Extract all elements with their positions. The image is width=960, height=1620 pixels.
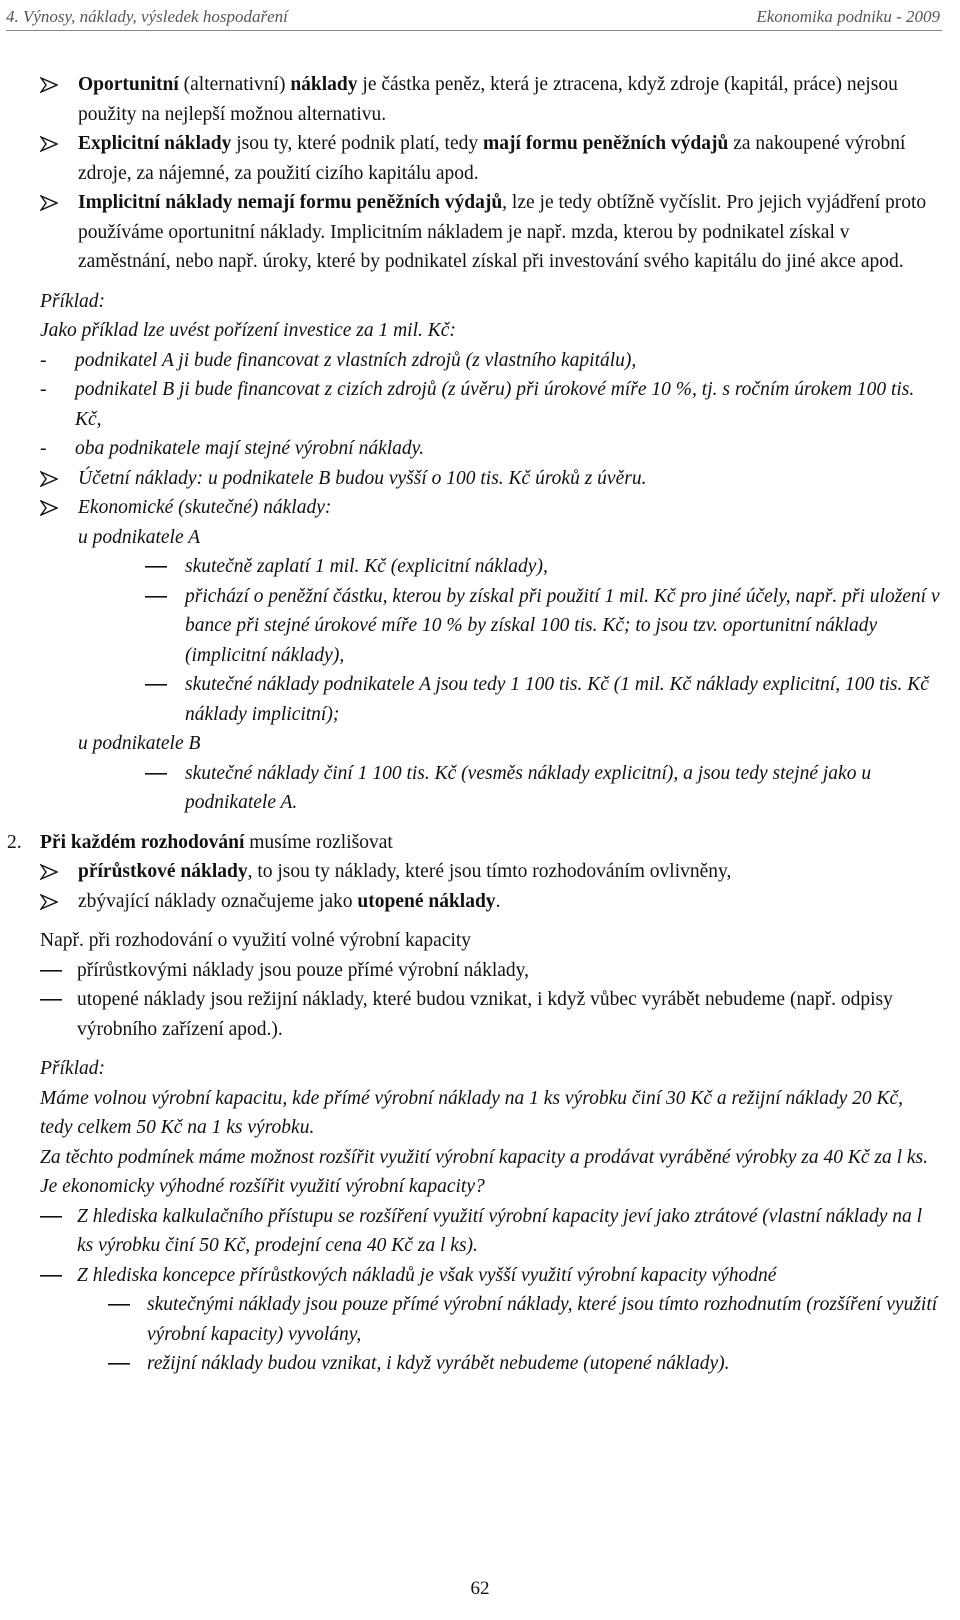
section-number: 2.	[7, 831, 22, 853]
section-2-intro	[7, 828, 940, 858]
definition-implicitni	[40, 188, 940, 277]
item-text: přírůstkovými náklady jsou pouze přímé výrobní náklady,	[77, 959, 530, 981]
arrowhead-bullet-icon	[40, 70, 66, 99]
page-body	[7, 70, 940, 1379]
example-bullet	[40, 346, 940, 376]
example-2-item	[40, 1202, 940, 1261]
podnikatel-a-item	[40, 582, 940, 671]
ucetni-naklady	[40, 464, 940, 494]
dash-bullet-icon	[108, 1290, 130, 1306]
definition-oportunitni	[40, 70, 940, 129]
podnikatel-b-item	[40, 759, 940, 818]
definition-utopene	[40, 887, 940, 917]
item-text: skutečné náklady činí 1 100 tis. Kč (vesměs náklady explicitní), a jsou tedy stejné jako u podnikatele A.	[185, 762, 872, 813]
item-text: skutečné náklady podnikatele A jsou tedy 1 100 tis. Kč (1 mil. Kč náklady explicitní, 100 tis. Kč náklady implicitní);	[185, 674, 929, 725]
example-bullet	[40, 434, 940, 464]
text: jsou ty, které podnik platí, tedy	[231, 133, 483, 154]
example-2-item	[40, 1261, 940, 1291]
item-text: skutečnými náklady jsou pouze přímé výrobní náklady, které jsou tímto rozhodnutím (rozšíření využití výrobní kapacity) vyvolány,	[147, 1294, 938, 1345]
item-text: režijní náklady budou vznikat, i když vyrábět nebudeme (utopené náklady).	[147, 1353, 730, 1374]
example-heading: Příklad:	[40, 290, 105, 312]
arrowhead-bullet-icon	[40, 493, 66, 522]
hyphen-bullet: -	[40, 349, 47, 371]
napr-intro: Např. při rozhodování o využití volné výrobní kapacity	[40, 930, 472, 951]
dash-bullet-icon	[145, 670, 167, 686]
arrowhead-bullet-icon	[40, 857, 66, 886]
bullet-text: podnikatel B ji bude financovat z cizích zdrojů (z úvěru) při úrokové míře 10 %, tj. s ročním úrokem 100 tis. Kč,	[75, 379, 915, 430]
dash-bullet-icon	[145, 552, 167, 568]
term-explicitni: Explicitní náklady	[78, 133, 232, 154]
item-text: Z hlediska koncepce přírůstkových nákladů je však vyšší využití výrobní kapacity výhodné	[77, 1264, 777, 1286]
term-kazde-rozhodovani: Při každém rozhodování	[40, 831, 245, 853]
term-penezni-vydaje: mají formu peněžních výdajů	[483, 133, 729, 154]
dash-bullet-icon	[145, 582, 167, 598]
example-bullet	[40, 375, 940, 434]
dash-bullet-icon	[40, 985, 62, 1001]
example-2-subitem	[40, 1290, 940, 1349]
hyphen-bullet: -	[40, 438, 47, 459]
podnikatel-a-item	[40, 670, 940, 729]
running-header	[6, 6, 940, 30]
text: Účetní náklady: u podnikatele B budou vyšší o 100 tis. Kč úroků z úvěru.	[78, 467, 647, 489]
example-intro: Jako příklad lze uvést pořízení investice za 1 mil. Kč:	[40, 320, 456, 341]
dash-bullet-icon	[40, 1202, 62, 1218]
bullet-text: oba podnikatele mají stejné výrobní náklady.	[75, 438, 425, 459]
text: , to jsou ty náklady, které jsou tímto rozhodováním ovlivněny,	[247, 861, 732, 882]
arrowhead-bullet-icon	[40, 464, 66, 493]
dash-bullet-icon	[108, 1349, 130, 1365]
term-utopene: utopené náklady	[357, 890, 496, 912]
arrowhead-bullet-icon	[40, 129, 66, 158]
dash-bullet-icon	[145, 759, 167, 775]
podnikatel-a-item	[40, 552, 940, 582]
term-implicitni: Implicitní náklady nemají formu peněžních výdajů	[78, 192, 503, 213]
header-rule	[6, 30, 942, 31]
header-chapter-title: 4. Výnosy, náklady, výsledek hospodaření	[6, 7, 288, 26]
item-text: utopené náklady jsou režijní náklady, které budou vznikat, i když vůbec vyrábět nebudeme (např. odpisy výrobního zařízení apod.).	[77, 989, 893, 1040]
napr-item	[40, 956, 940, 986]
napr-item	[40, 985, 940, 1044]
item-text: přichází o peněžní částku, kterou by získal při použití 1 mil. Kč pro jiné účely, např. při uložení v bance při stejné úrokové míře 10 % by získal 100 tis. Kč; to jsou tzv. oportunitní náklady (implicitní náklady),	[185, 585, 940, 666]
arrowhead-bullet-icon	[40, 188, 66, 217]
hyphen-bullet: -	[40, 379, 47, 400]
dash-bullet-icon	[40, 956, 62, 972]
text: Ekonomické (skutečné) náklady:	[78, 497, 332, 518]
example-2-subitem	[40, 1349, 940, 1379]
definition-prirustkove	[40, 857, 940, 887]
text: musíme rozlišovat	[244, 831, 393, 853]
term-prirustkove: přírůstkové náklady	[78, 861, 248, 882]
text: zbývající náklady označujeme jako	[78, 890, 358, 912]
example-2-paragraph: Za těchto podmínek máme možnost rozšířit využití výrobní kapacity a prodávat vyráběné výrobky za 40 Kč za l ks. Je ekonomicky výhodné rozšířit využití výrobní kapacity?	[40, 1146, 928, 1197]
text: (alternativní)	[178, 74, 291, 95]
podnikatel-b-label: u podnikatele B	[78, 733, 201, 754]
text: , lze je tedy obtížně vyčíslit. Pro jejich vyjádření proto používáme oportunitní náklady. Implicitním nákladem je např. mzda, kterou by podnikatel získal v zaměstnání, nebo např. úroky, které by podnikatel získal při investování svého kapitálu do jiné akce apod.	[78, 192, 927, 272]
term-oportunitni: Oportunitní	[78, 74, 179, 95]
example-2-paragraph: Máme volnou výrobní kapacitu, kde přímé výrobní náklady na 1 ks výrobku činí 30 Kč a režijní náklady 20 Kč, tedy celkem 50 Kč na 1 ks výrobku.	[40, 1087, 904, 1138]
ekonomicke-naklady	[40, 493, 940, 523]
text: za nakoupené výrobní zdroje, za nájemné, za použití cizího kapitálu apod.	[78, 133, 906, 184]
bullet-text: podnikatel A ji bude financovat z vlastních zdrojů (z vlastního kapitálu),	[75, 349, 637, 371]
text: je částka peněz, která je ztracena, když zdroje (kapitál, práce) nejsou použity na nejlepší možnou alternativu.	[78, 74, 898, 125]
page-number: 62	[470, 1578, 490, 1599]
header-course-title: Ekonomika podniku - 2009	[756, 7, 940, 26]
text: .	[495, 890, 501, 912]
arrowhead-bullet-icon	[40, 887, 66, 916]
definition-explicitni	[40, 129, 940, 188]
example-2-heading: Příklad:	[40, 1058, 105, 1079]
term-naklady: náklady	[290, 74, 358, 95]
item-text: Z hlediska kalkulačního přístupu se rozšíření využití výrobní kapacity jeví jako ztrátové (vlastní náklady na l ks výrobku činí 50 Kč, prodejní cena 40 Kč za l ks).	[77, 1205, 923, 1256]
podnikatel-a-label: u podnikatele A	[78, 526, 201, 548]
item-text: skutečně zaplatí 1 mil. Kč (explicitní náklady),	[185, 556, 548, 577]
dash-bullet-icon	[40, 1261, 62, 1277]
